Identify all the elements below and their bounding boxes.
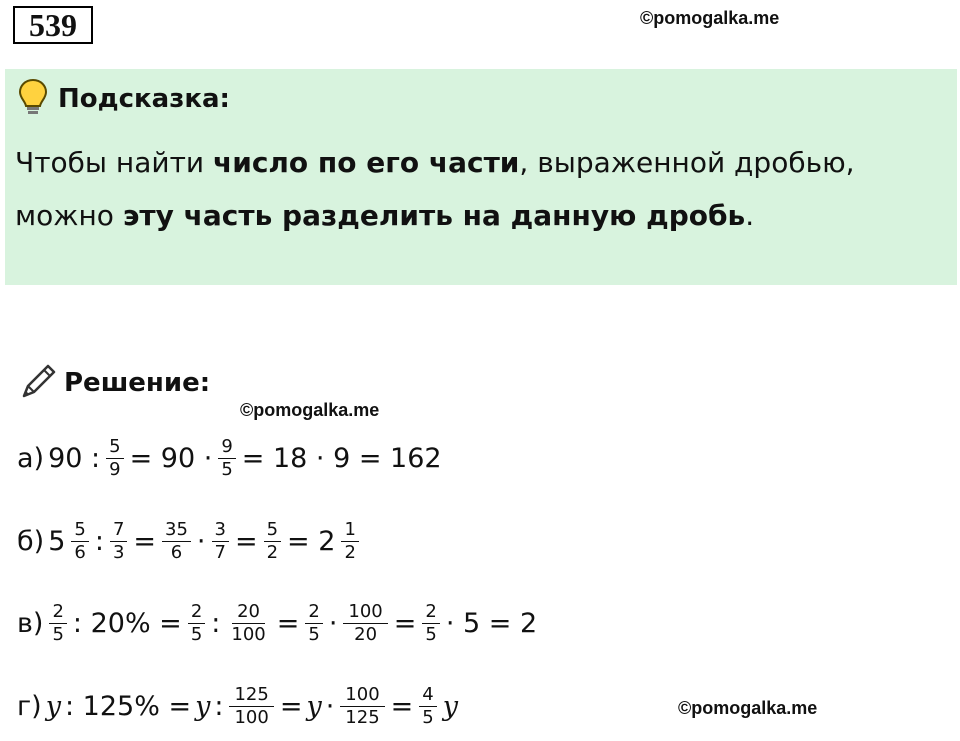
expr-text: =	[133, 525, 157, 557]
problem-number: 539	[13, 6, 93, 44]
row-label: г)	[17, 690, 42, 722]
expr-text: = 18 · 9 = 162	[241, 442, 442, 474]
fraction: $\frac{20}{100}$	[231, 600, 266, 645]
expr-text: = 2	[287, 525, 336, 557]
expr-text: 5	[48, 525, 66, 557]
variable-y: y	[195, 690, 211, 722]
expr-text: · 5 = 2	[445, 607, 538, 639]
variable-y: y	[442, 690, 458, 722]
row-label: в)	[17, 607, 44, 639]
pencil-icon	[18, 360, 60, 402]
variable-y: y	[306, 690, 322, 722]
fraction: $\frac{5}{6}$	[71, 519, 88, 564]
fraction: $\frac{35}{6}$	[162, 519, 191, 564]
solution-row-d	[15, 676, 460, 736]
hint-line-1: Чтобы найти число по его части, выраженной дробью,	[15, 146, 855, 179]
solution-row-c	[15, 593, 539, 653]
expr-text: = 90 ·	[129, 442, 213, 474]
fraction: $\frac{4}{5}$	[419, 684, 436, 729]
expr-text: ·	[196, 525, 206, 557]
fraction: $\frac{2}{5}$	[422, 601, 439, 646]
expr-text: =	[234, 525, 258, 557]
row-label: б)	[17, 525, 45, 557]
expr-text: :	[94, 525, 104, 557]
fraction: $\frac{5}{9}$	[106, 436, 123, 481]
fraction: $\frac{3}{7}$	[212, 519, 229, 564]
fraction: $\frac{100}{125}$	[340, 684, 384, 729]
expr-text: :	[211, 607, 221, 639]
expr-text: =	[390, 690, 414, 722]
solution-title: Решение:	[64, 368, 211, 398]
row-label: а)	[17, 442, 45, 474]
fraction: $\frac{1}{2}$	[341, 519, 358, 564]
expr-text: : 125% =	[65, 690, 192, 722]
expr-text: ·	[328, 607, 338, 639]
expr-text: :	[214, 690, 224, 722]
expr-text: 90 :	[48, 442, 101, 474]
fraction: $\frac{2}{5}$	[49, 601, 66, 646]
solution-row-a	[15, 428, 444, 488]
fraction: $\frac{9}{5}$	[218, 436, 235, 481]
watermark-top: ©pomogalka.me	[640, 8, 780, 28]
watermark-bottom: ©pomogalka.me	[678, 698, 818, 718]
fraction: $\frac{5}{2}$	[264, 519, 281, 564]
lightbulb-icon	[18, 78, 48, 116]
watermark-middle: ©pomogalka.me	[240, 400, 380, 420]
fraction: $\frac{125}{100}$	[229, 684, 273, 729]
fraction: $\frac{2}{5}$	[188, 601, 205, 646]
fraction: $\frac{100}{20}$	[343, 601, 387, 646]
variable-y: y	[45, 690, 61, 722]
hint-line-2: можно эту часть разделить на данную дробь.	[15, 199, 755, 232]
solution-row-b	[15, 511, 363, 571]
expr-text: =	[276, 607, 300, 639]
expr-text: : 20% =	[72, 607, 182, 639]
expr-text: =	[393, 607, 417, 639]
expr-text: ·	[325, 690, 335, 722]
fraction: $\frac{2}{5}$	[305, 601, 322, 646]
expr-text: =	[279, 690, 303, 722]
hint-title: Подсказка:	[58, 84, 230, 114]
fraction: $\frac{7}{3}$	[110, 519, 127, 564]
